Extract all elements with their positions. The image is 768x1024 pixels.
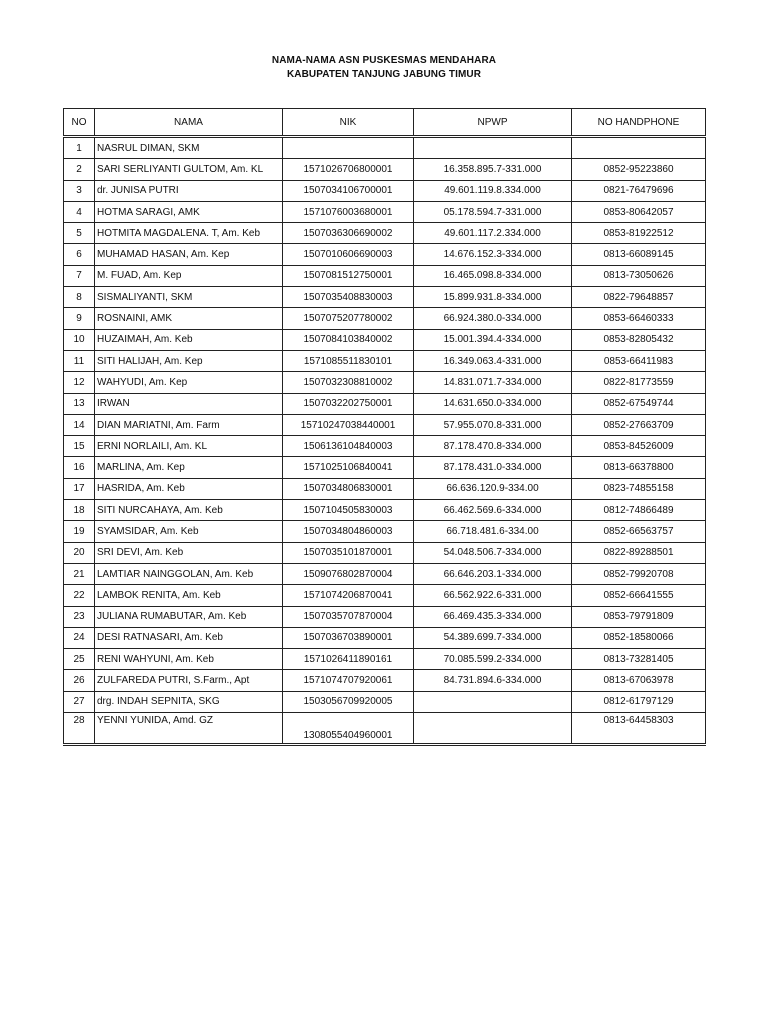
table-row xyxy=(64,159,706,180)
table-row xyxy=(64,329,706,350)
table-row xyxy=(64,350,706,371)
cell-nama: SISMALIYANTI, SKM xyxy=(95,287,283,308)
cell-npwp: 87.178.431.0-334.000 xyxy=(414,457,572,478)
header-nik: NIK xyxy=(283,109,414,137)
cell-handphone: 0853-82805432 xyxy=(572,329,706,350)
cell-nama: DIAN MARIATNI, Am. Farm xyxy=(95,414,283,435)
cell-no: 9 xyxy=(64,308,95,329)
header-no: NO xyxy=(64,109,95,137)
header-npwp: NPWP xyxy=(414,109,572,137)
table-row xyxy=(64,585,706,606)
table-row xyxy=(64,265,706,286)
cell-nama: IRWAN xyxy=(95,393,283,414)
cell-handphone: 0813-66089145 xyxy=(572,244,706,265)
cell-npwp: 66.646.203.1-334.000 xyxy=(414,563,572,584)
cell-handphone: 0853-81922512 xyxy=(572,223,706,244)
cell-nik: 1507032308810002 xyxy=(283,372,414,393)
cell-nama: ROSNAINI, AMK xyxy=(95,308,283,329)
table-row xyxy=(64,542,706,563)
cell-nama: SITI HALIJAH, Am. Kep xyxy=(95,350,283,371)
cell-npwp: 84.731.894.6-334.000 xyxy=(414,670,572,691)
cell-no: 17 xyxy=(64,478,95,499)
cell-nama: HASRIDA, Am. Keb xyxy=(95,478,283,499)
cell-nik: 1503056709920005 xyxy=(283,691,414,712)
cell-nik: 1507010606690003 xyxy=(283,244,414,265)
cell-npwp: 05.178.594.7-331.000 xyxy=(414,201,572,222)
cell-handphone: 0822-89288501 xyxy=(572,542,706,563)
cell-handphone: 0853-66460333 xyxy=(572,308,706,329)
cell-nik: 1507036703890001 xyxy=(283,627,414,648)
asn-table xyxy=(63,108,706,746)
cell-no: 5 xyxy=(64,223,95,244)
cell-handphone: 0822-79648857 xyxy=(572,287,706,308)
cell-nama: MARLINA, Am. Kep xyxy=(95,457,283,478)
cell-nama: RENI WAHYUNI, Am. Keb xyxy=(95,649,283,670)
cell-no: 23 xyxy=(64,606,95,627)
cell-nik: 1571076003680001 xyxy=(283,201,414,222)
cell-npwp: 16.349.063.4-331.000 xyxy=(414,350,572,371)
cell-nik: 1507104505830003 xyxy=(283,500,414,521)
cell-nama: MUHAMAD HASAN, Am. Kep xyxy=(95,244,283,265)
cell-npwp: 14.831.071.7-334.000 xyxy=(414,372,572,393)
cell-npwp: 15.899.931.8-334.000 xyxy=(414,287,572,308)
cell-nik: 1507035101870001 xyxy=(283,542,414,563)
cell-nik: 1507034806830001 xyxy=(283,478,414,499)
cell-nik: 1571074707920061 xyxy=(283,670,414,691)
table-row xyxy=(64,393,706,414)
cell-npwp: 66.469.435.3-334.000 xyxy=(414,606,572,627)
cell-nik: 1507034804860003 xyxy=(283,521,414,542)
cell-no: 15 xyxy=(64,436,95,457)
cell-nik: 1507075207780002 xyxy=(283,308,414,329)
cell-nik: 1507032202750001 xyxy=(283,393,414,414)
cell-nik xyxy=(283,137,414,159)
cell-no: 25 xyxy=(64,649,95,670)
cell-npwp: 66.462.569.6-334.000 xyxy=(414,500,572,521)
cell-handphone: 0812-74866489 xyxy=(572,500,706,521)
cell-no: 21 xyxy=(64,563,95,584)
document-subtitle: KABUPATEN TANJUNG JABUNG TIMUR xyxy=(286,69,482,80)
table-row xyxy=(64,563,706,584)
cell-npwp: 15.001.394.4-334.000 xyxy=(414,329,572,350)
cell-no: 28 xyxy=(64,713,95,745)
cell-handphone: 0813-66378800 xyxy=(572,457,706,478)
cell-nama: M. FUAD, Am. Kep xyxy=(95,265,283,286)
cell-npwp: 87.178.470.8-334.000 xyxy=(414,436,572,457)
cell-nik: 1507084103840002 xyxy=(283,329,414,350)
header-no-handphone: NO HANDPHONE xyxy=(572,109,706,137)
cell-nama: HUZAIMAH, Am. Keb xyxy=(95,329,283,350)
table-row xyxy=(64,372,706,393)
cell-handphone: 0853-80642057 xyxy=(572,201,706,222)
cell-no: 14 xyxy=(64,414,95,435)
cell-nama: DESI RATNASARI, Am. Keb xyxy=(95,627,283,648)
cell-no: 8 xyxy=(64,287,95,308)
cell-npwp: 66.718.481.6-334.00 xyxy=(414,521,572,542)
cell-nik: 1571085511830101 xyxy=(283,350,414,371)
header-nama: NAMA xyxy=(95,109,283,137)
table-row xyxy=(64,414,706,435)
cell-nama: SITI NURCAHAYA, Am. Keb xyxy=(95,500,283,521)
table-body xyxy=(64,137,706,745)
cell-nama: WAHYUDI, Am. Kep xyxy=(95,372,283,393)
cell-npwp: 66.636.120.9-334.00 xyxy=(414,478,572,499)
cell-no: 19 xyxy=(64,521,95,542)
table-row xyxy=(64,521,706,542)
cell-nama: SRI DEVI, Am. Keb xyxy=(95,542,283,563)
cell-handphone: 0823-74855158 xyxy=(572,478,706,499)
cell-nama: ZULFAREDA PUTRI, S.Farm., Apt xyxy=(95,670,283,691)
table-row xyxy=(64,649,706,670)
cell-handphone: 0853-66411983 xyxy=(572,350,706,371)
cell-no: 26 xyxy=(64,670,95,691)
cell-npwp xyxy=(414,137,572,159)
cell-nama: drg. INDAH SEPNITA, SKG xyxy=(95,691,283,712)
cell-no: 2 xyxy=(64,159,95,180)
cell-no: 22 xyxy=(64,585,95,606)
table-row xyxy=(64,457,706,478)
cell-handphone: 0852-79920708 xyxy=(572,563,706,584)
cell-npwp: 66.562.922.6-331.000 xyxy=(414,585,572,606)
cell-handphone: 0853-79791809 xyxy=(572,606,706,627)
cell-nama: SARI SERLIYANTI GULTOM, Am. KL xyxy=(95,159,283,180)
cell-npwp: 70.085.599.2-334.000 xyxy=(414,649,572,670)
cell-nama: HOTMA SARAGI, AMK xyxy=(95,201,283,222)
cell-handphone: 0852-18580066 xyxy=(572,627,706,648)
cell-npwp: 16.465.098.8-334.000 xyxy=(414,265,572,286)
table-row xyxy=(64,500,706,521)
cell-nik: 1507035707870004 xyxy=(283,606,414,627)
cell-no: 3 xyxy=(64,180,95,201)
cell-nik: 1506136104840003 xyxy=(283,436,414,457)
cell-no: 4 xyxy=(64,201,95,222)
cell-npwp: 54.389.699.7-334.000 xyxy=(414,627,572,648)
cell-nik: 1308055404960001 xyxy=(283,713,414,745)
cell-npwp: 49.601.119.8.334.000 xyxy=(414,180,572,201)
cell-nama: SYAMSIDAR, Am. Keb xyxy=(95,521,283,542)
table-row xyxy=(64,670,706,691)
cell-nik: 1571026411890161 xyxy=(283,649,414,670)
table-row xyxy=(64,287,706,308)
cell-no: 1 xyxy=(64,137,95,159)
cell-handphone: 0813-73050626 xyxy=(572,265,706,286)
cell-npwp: 57.955.070.8-331.000 xyxy=(414,414,572,435)
cell-nik: 15710247038440001 xyxy=(283,414,414,435)
cell-no: 10 xyxy=(64,329,95,350)
cell-nama: YENNI YUNIDA, Amd. GZ xyxy=(95,713,283,745)
table-row xyxy=(64,713,706,745)
table-row xyxy=(64,627,706,648)
document-title: NAMA-NAMA ASN PUSKESMAS MENDAHARA xyxy=(271,55,497,66)
cell-handphone: 0813-64458303 xyxy=(572,713,706,745)
table-row xyxy=(64,180,706,201)
cell-npwp: 14.676.152.3-334.000 xyxy=(414,244,572,265)
cell-npwp xyxy=(414,691,572,712)
cell-nama: LAMBOK RENITA, Am. Keb xyxy=(95,585,283,606)
cell-handphone xyxy=(572,137,706,159)
cell-npwp xyxy=(414,713,572,745)
cell-handphone: 0852-67549744 xyxy=(572,393,706,414)
cell-no: 6 xyxy=(64,244,95,265)
cell-nama: dr. JUNISA PUTRI xyxy=(95,180,283,201)
cell-no: 13 xyxy=(64,393,95,414)
table-row xyxy=(64,606,706,627)
cell-no: 16 xyxy=(64,457,95,478)
table-row xyxy=(64,436,706,457)
cell-nama: NASRUL DIMAN, SKM xyxy=(95,137,283,159)
cell-nik: 1507034106700001 xyxy=(283,180,414,201)
table-row xyxy=(64,137,706,159)
cell-nik: 1571074206870041 xyxy=(283,585,414,606)
table-row xyxy=(64,478,706,499)
cell-npwp: 16.358.895.7-331.000 xyxy=(414,159,572,180)
cell-nama: ERNI NORLAILI, Am. KL xyxy=(95,436,283,457)
table-header-row xyxy=(64,109,706,137)
cell-no: 18 xyxy=(64,500,95,521)
cell-no: 24 xyxy=(64,627,95,648)
cell-handphone: 0821-76479696 xyxy=(572,180,706,201)
table-row xyxy=(64,691,706,712)
cell-handphone: 0852-95223860 xyxy=(572,159,706,180)
cell-nik: 1509076802870004 xyxy=(283,563,414,584)
cell-nik: 1571026706800001 xyxy=(283,159,414,180)
cell-handphone: 0853-84526009 xyxy=(572,436,706,457)
cell-nama: JULIANA RUMABUTAR, Am. Keb xyxy=(95,606,283,627)
cell-nik: 1507081512750001 xyxy=(283,265,414,286)
cell-handphone: 0812-61797129 xyxy=(572,691,706,712)
cell-nik: 1507035408830003 xyxy=(283,287,414,308)
cell-no: 27 xyxy=(64,691,95,712)
cell-nik: 1571025106840041 xyxy=(283,457,414,478)
cell-npwp: 54.048.506.7-334.000 xyxy=(414,542,572,563)
cell-handphone: 0822-81773559 xyxy=(572,372,706,393)
cell-npwp: 14.631.650.0-334.000 xyxy=(414,393,572,414)
table-row xyxy=(64,201,706,222)
table-row xyxy=(64,244,706,265)
cell-nama: LAMTIAR NAINGGOLAN, Am. Keb xyxy=(95,563,283,584)
cell-handphone: 0852-66563757 xyxy=(572,521,706,542)
cell-no: 7 xyxy=(64,265,95,286)
table-row xyxy=(64,308,706,329)
cell-no: 11 xyxy=(64,350,95,371)
cell-npwp: 66.924.380.0-334.000 xyxy=(414,308,572,329)
cell-no: 12 xyxy=(64,372,95,393)
cell-npwp: 49.601.117.2.334.000 xyxy=(414,223,572,244)
cell-handphone: 0852-66641555 xyxy=(572,585,706,606)
cell-handphone: 0852-27663709 xyxy=(572,414,706,435)
cell-no: 20 xyxy=(64,542,95,563)
table-row xyxy=(64,223,706,244)
cell-nik: 1507036306690002 xyxy=(283,223,414,244)
cell-nama: HOTMITA MAGDALENA. T, Am. Keb xyxy=(95,223,283,244)
cell-handphone: 0813-73281405 xyxy=(572,649,706,670)
cell-handphone: 0813-67063978 xyxy=(572,670,706,691)
